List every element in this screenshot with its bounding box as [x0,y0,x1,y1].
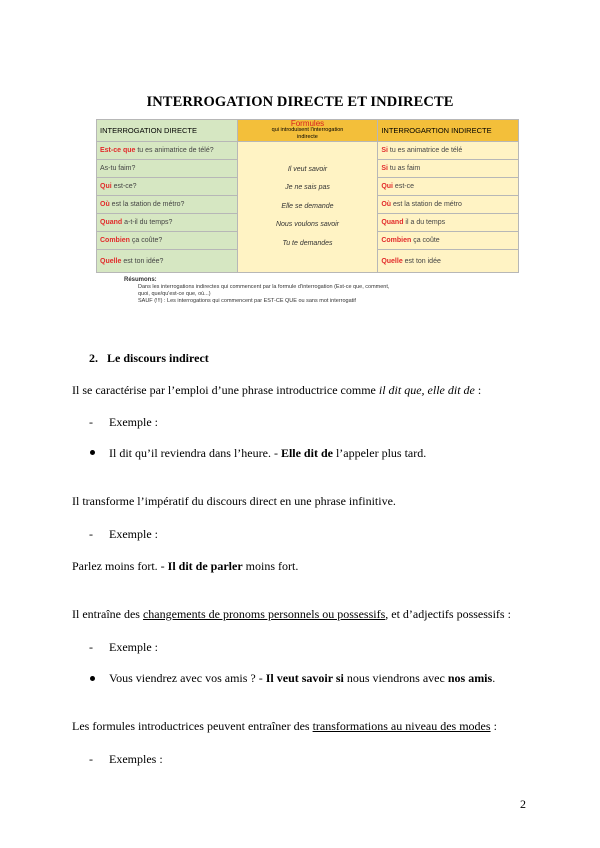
indirect-row: Si tu es animatrice de télé [378,142,519,160]
formula-item: Nous voulons savoir [275,221,339,229]
example-label: Exemple : [109,527,158,541]
indirect-row: Quelle est ton idée [378,250,519,273]
formula-list [237,142,378,273]
header-formulas-title: Formules [290,119,325,128]
header-formulas [237,120,378,142]
header-indirect: INTERROGARTION INDIRECTE [378,120,519,142]
paragraph: Les formules introductrices peuvent entraîner des transformations au niveau des modes : [72,719,497,733]
dash-marker: - [89,752,93,766]
formula-item: Je ne sais pas [285,184,330,192]
bullet-item: Vous viendrez avec vos amis ? - Il veut savoir si nous viendrons avec nos amis. [109,671,496,685]
indirect-row: Quand il a du temps [378,214,519,232]
formula-item: Elle se demande [281,202,334,210]
indirect-row: Combien ça coûte [378,232,519,250]
resume-line: Dans les interrogations indirectes qui commencent par la formule d'interrogation (Est-ce que, comment, [138,284,390,290]
section-number: 2. [89,351,98,365]
direct-row: Quand a-t-il du temps? [97,214,238,232]
paragraph: Il se caractérise par l’emploi d’une phrase introductrice comme il dit que, elle dit de : [72,383,482,397]
resume-line: quoi, que/qu'est-ce que, où...) [138,291,211,297]
page-number: 2 [520,797,526,811]
direct-row: Combien ça coûte? [97,232,238,250]
dash-marker: - [89,415,93,429]
dash-marker: - [89,527,93,541]
example-label-row [89,415,93,429]
dash-marker: - [89,640,93,654]
paragraph: Il entraîne des changements de pronoms personnels ou possessifs, et d’adjectifs possessifs : [72,607,511,621]
bullet-item: Il dit qu’il reviendra dans l’heure. - Elle dit de l’appeler plus tard. [109,446,427,460]
header-formulas-sub1: qui introduisent l'interrogation [271,127,344,133]
paragraph: Il transforme l’impératif du discours direct en une phrase infinitive. [72,494,396,508]
page-title: INTERROGATION DIRECTE ET INDIRECTE [146,94,454,110]
interrogation-table-figure [96,119,519,315]
example-label: Exemple : [109,415,158,429]
formula-item: Il veut savoir [287,165,328,173]
direct-row: Où est la station de métro? [97,196,238,214]
indirect-row: Qui est-ce [378,178,519,196]
formula-item: Tu te demandes [282,239,333,247]
header-direct: INTERROGATION DIRECTE [97,120,238,142]
direct-row: Qui est-ce? [97,178,238,196]
resume-line: SAUF (!!!) : Les interrogations qui commencent par EST-CE QUE ou sans mot interrogatif [138,298,356,304]
resume-title: Résumons: [124,277,157,283]
indirect-row: Si tu as faim [378,160,519,178]
resume-note [124,277,484,305]
example-label: Exemple : [109,640,158,654]
header-formulas-sub2: indirecte [297,134,318,140]
examples-label: Exemples : [109,752,163,766]
bullet-icon [90,676,95,681]
direct-row: Quelle est ton idée? [97,250,238,273]
bullet-icon [90,450,95,455]
section-heading [89,351,209,365]
direct-row: Est-ce que tu es animatrice de télé? [97,142,238,160]
direct-row: As-tu faim? [97,160,238,178]
paragraph: Parlez moins fort. - Il dit de parler moins fort. [72,559,299,573]
indirect-row: Où est la station de métro [378,196,519,214]
interrogation-table [96,119,519,273]
section-title: Le discours indirect [107,351,209,365]
